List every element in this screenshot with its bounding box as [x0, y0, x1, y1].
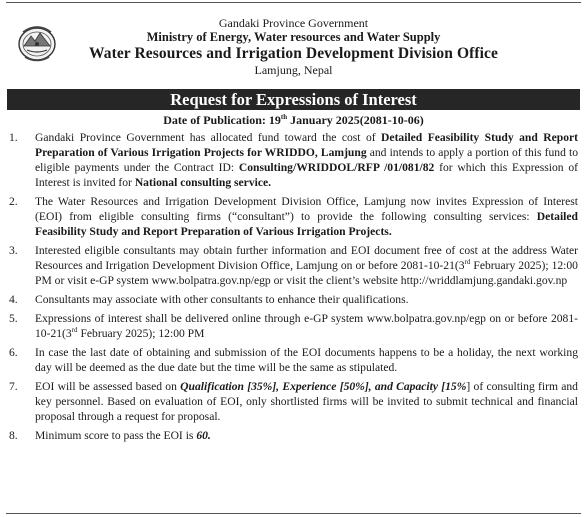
item-text: February 2025); 12:00 PM or visit e-GP system www.bolpatra.gov.np/egp or visit the client’s website http://wriddlamjung.gandaki.gov.np	[35, 259, 578, 287]
item-text: Expressions of interest shall be delivered online through e-GP system www.bolpatra.gov.np/egp on or before 2081-10-21(3	[35, 312, 578, 340]
office-name: Water Resources and Irrigation Development Division Office	[88, 44, 499, 62]
contract-id: Consulting/WRIDDOL/RFP /01/081/82	[238, 161, 435, 174]
top-rule	[6, 2, 581, 3]
list-item	[7, 311, 580, 341]
ordinal-suffix: rd	[71, 326, 78, 335]
list-item	[7, 130, 580, 190]
item-number: 2.	[9, 195, 18, 208]
ordinal-suffix: rd	[464, 258, 471, 267]
item-text: ] of consulting firm and key personnel. Based on evaluation of EOI, only shortlisted firms will be invited to submit technical and financial proposal through a request for proposal.	[35, 380, 578, 423]
notice-title: Request for Expressions of Interest	[7, 89, 580, 110]
evaluation-criteria: Qualification [35%], Experience [50%], and Capacity [15%	[180, 380, 467, 393]
item-text: EOI will be assessed based on	[35, 380, 181, 393]
government-emblem-icon	[17, 24, 57, 62]
item-number: 5.	[9, 312, 18, 325]
item-number: 7.	[9, 380, 18, 393]
item-text: Interested eligible consultants may obtain further information and EOI document free of cost at the address Water Resources and Irrigation Development Division Office, Lamjung on or before 2081-10-21(3	[35, 244, 578, 272]
item-text: Gandaki Province Government has allocated fund toward the cost of	[35, 131, 382, 144]
ministry-name: Ministry of Energy, Water resources and Water Supply	[146, 30, 441, 45]
publication-date	[7, 113, 580, 128]
item-bold-text: Detailed Feasibility Study and Report Preparation of Various Irrigation Projects.	[35, 210, 578, 238]
item-bold-text: Detailed Feasibility Study and Report Preparation of Various Irrigation Projects for WRIDDO, Lamjung	[35, 131, 578, 159]
list-item	[7, 379, 580, 424]
office-location: Lamjung, Nepal	[254, 63, 333, 78]
item-number: 8.	[9, 429, 18, 442]
item-number: 1.	[9, 131, 18, 144]
notice-header	[7, 4, 580, 88]
publication-date-rest: January 2025(2081-10-06)	[287, 113, 424, 127]
publication-date-suffix: th	[280, 113, 288, 121]
item-number: 4.	[9, 293, 18, 306]
item-number: 6.	[9, 346, 18, 359]
item-number: 3.	[9, 244, 18, 257]
item-text: Minimum score to pass the EOI is	[35, 429, 197, 442]
item-text: Consultants may associate with other consultants to enhance their qualifications.	[35, 293, 409, 306]
item-text: In case the last date of obtaining and submission of the EOI documents happens to be a holiday, the next working day will be deemed as the due date but the time will be the same as stipulated.	[35, 346, 578, 374]
publication-date-label: Date of Publication: 19	[163, 113, 281, 127]
government-name: Gandaki Province Government	[218, 16, 369, 30]
list-item	[7, 345, 580, 375]
minimum-score: 60.	[196, 429, 211, 442]
item-text: February 2025); 12:00 PM	[77, 327, 205, 340]
item-text: for which this Expression of Interest is invited for	[35, 161, 579, 189]
item-text: and intends to apply a portion of this fund to eligible payments under the Contract ID:	[35, 146, 578, 174]
bottom-rule	[6, 513, 581, 514]
list-item	[7, 194, 580, 239]
list-item	[7, 428, 580, 443]
list-item	[7, 292, 580, 307]
eoi-items-list	[7, 130, 580, 443]
list-item	[7, 243, 580, 288]
item-text: The Water Resources and Irrigation Development Division Office, Lamjung now invites Expression of Interest (EOI) from eligible consulting firms (“consultant”) to provide the following consulting services:	[35, 195, 578, 223]
item-bold-text: National consulting service.	[134, 176, 272, 189]
